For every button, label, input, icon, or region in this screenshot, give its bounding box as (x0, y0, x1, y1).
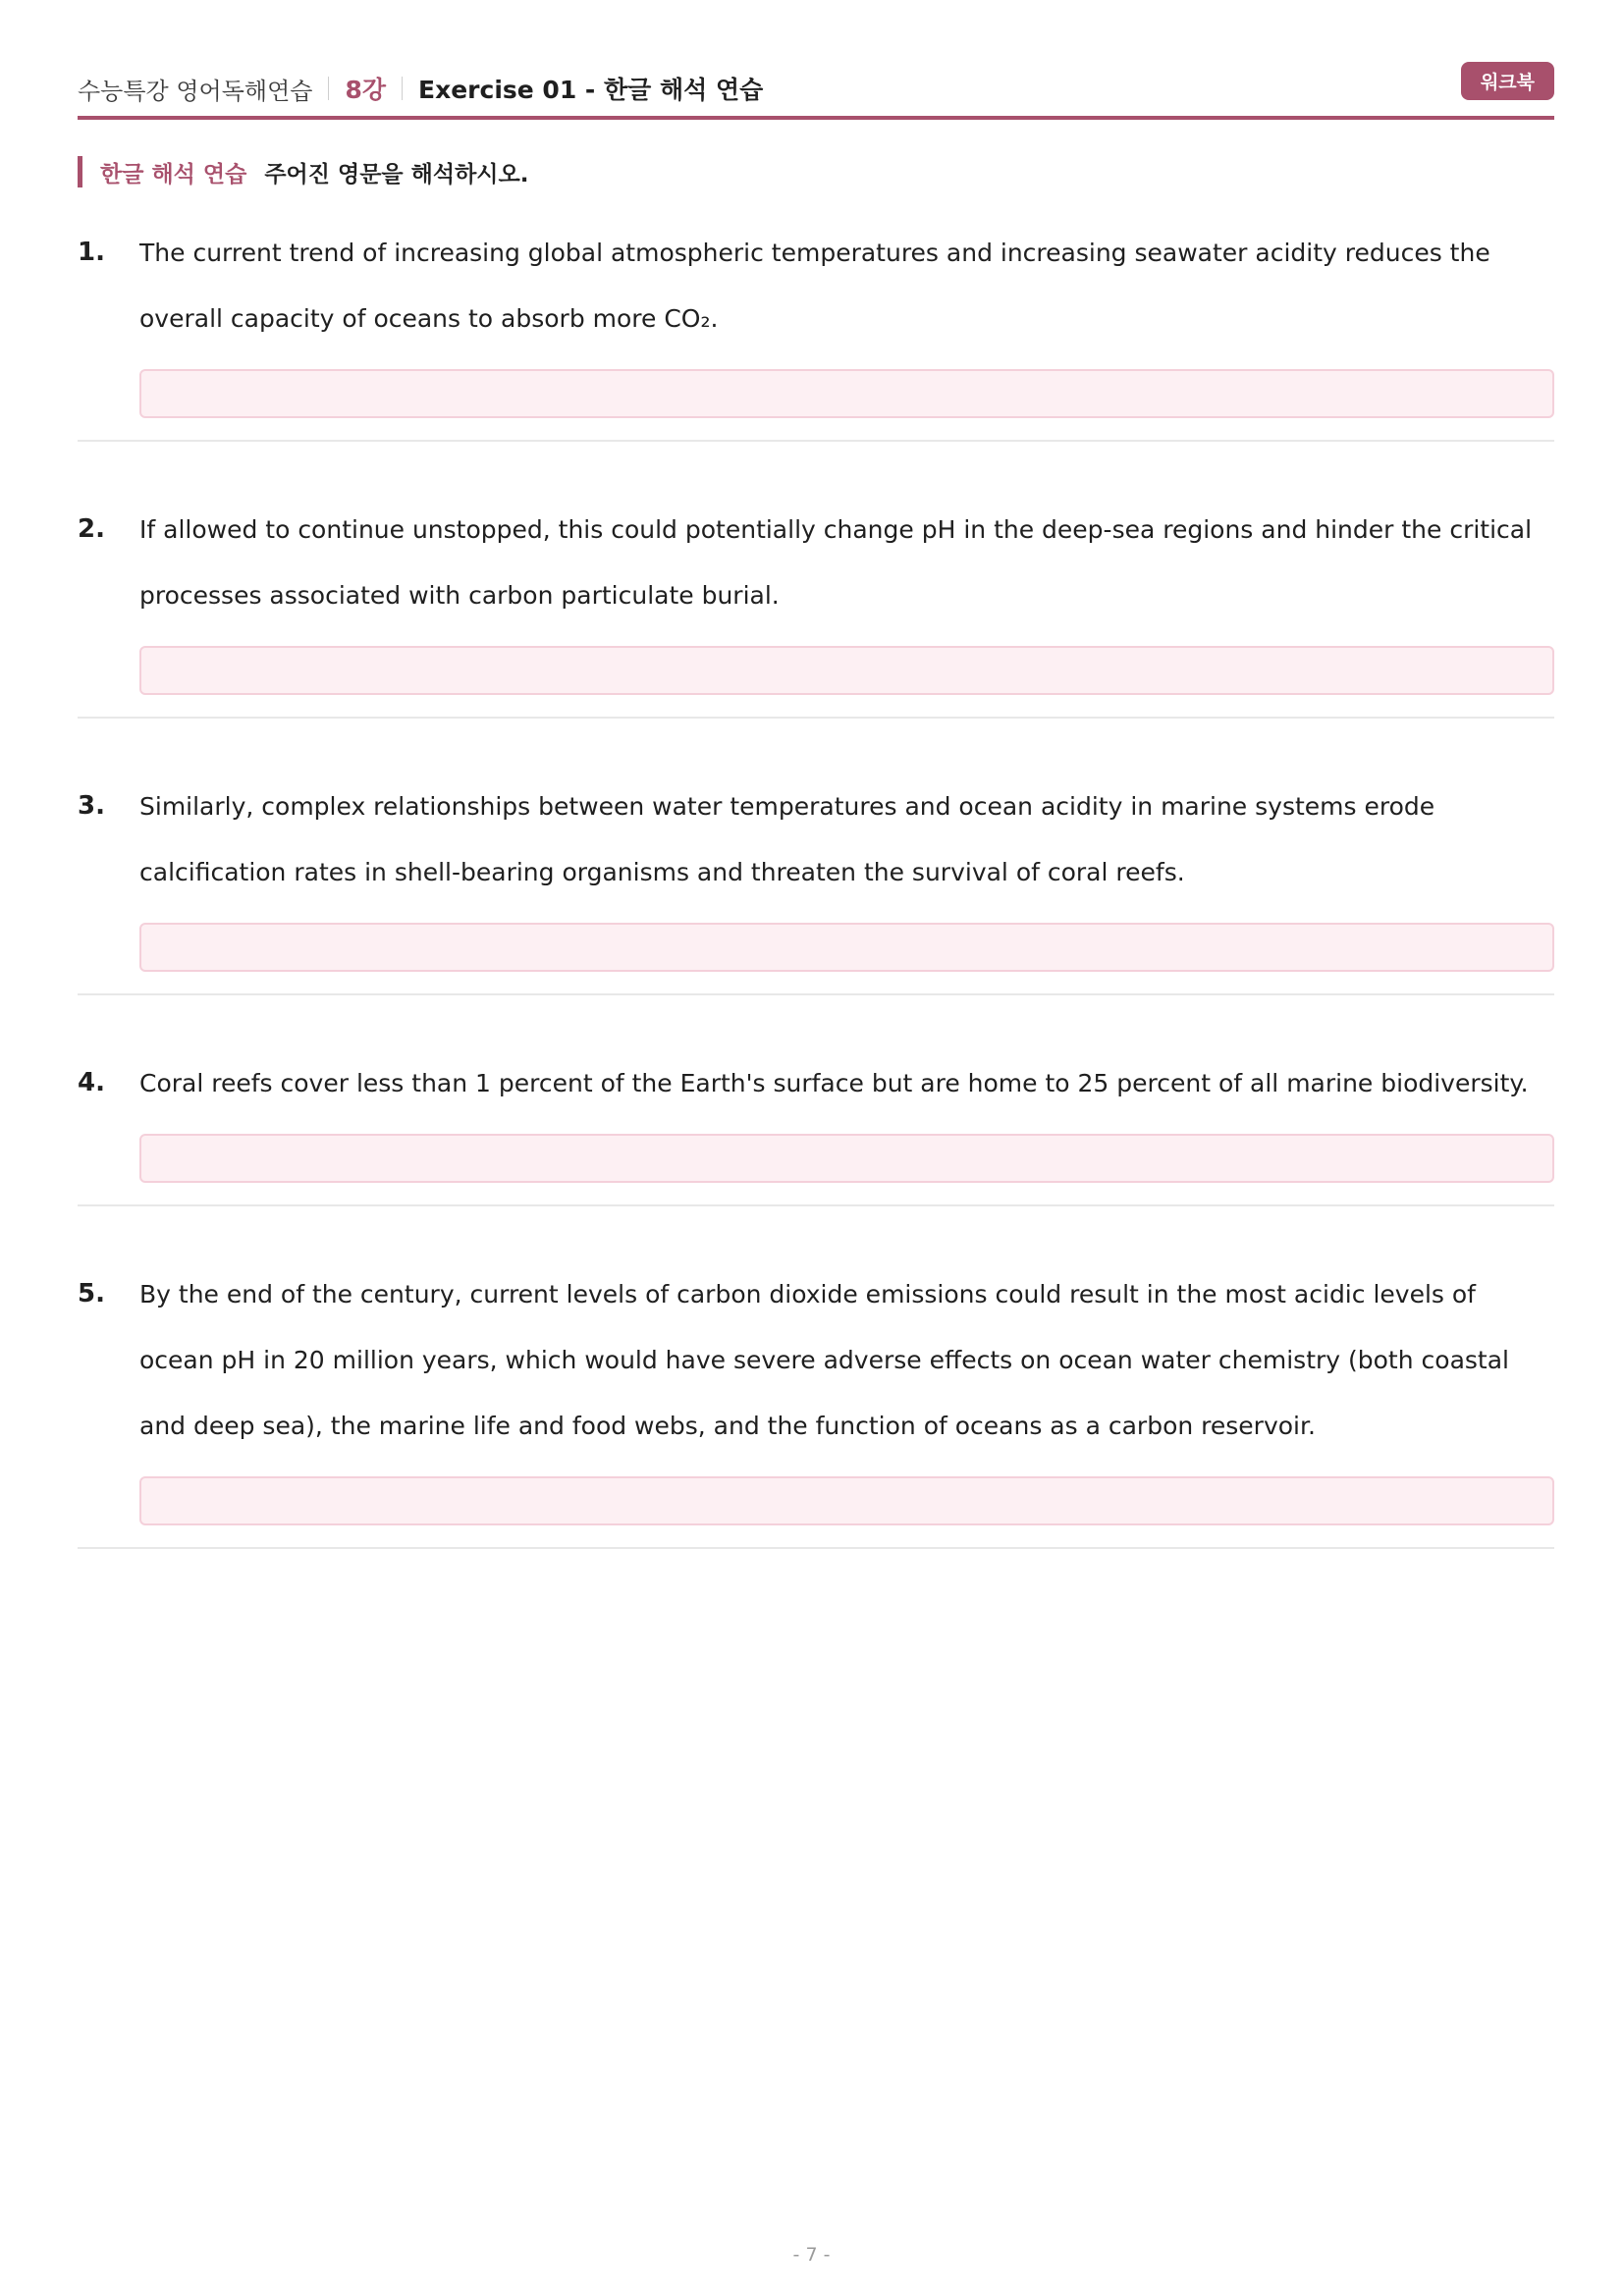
answer-box[interactable] (139, 1476, 1554, 1525)
answer-box[interactable] (139, 646, 1554, 695)
answer-box[interactable] (139, 1134, 1554, 1183)
question-list (78, 208, 1554, 1549)
header-divider (328, 77, 329, 100)
question-item (78, 485, 1554, 719)
page-header (78, 61, 1554, 116)
question-text: If allowed to continue unstopped, this could potentially change pH in the deep-sea regions and hinder the critical processes associated with carbon particulate burial. (139, 515, 1533, 610)
question-item (78, 762, 1554, 995)
answer-box[interactable] (139, 923, 1554, 972)
question-number: 4. (78, 1068, 105, 1097)
question-item (78, 1250, 1554, 1549)
answer-box[interactable] (139, 369, 1554, 418)
instruction (78, 155, 528, 188)
page-number: - 7 - (792, 2244, 831, 2266)
question-number: 1. (78, 238, 105, 267)
question-item (78, 208, 1554, 442)
question-text: By the end of the century, current levels of carbon dioxide emissions could result in the most acidic levels of ocean pH in 20 million years, which would have severe adverse effects on ocean water chemistry (both coastal and deep sea), the marine life and food webs, and the function of oceans as a carbon reservoir. (139, 1280, 1509, 1440)
instruction-text: 주어진 영문을 해석하시오. (264, 161, 529, 187)
header-rule (78, 116, 1554, 120)
header-divider (402, 77, 403, 100)
question-number: 2. (78, 514, 105, 544)
question-text: Similarly, complex relationships between water temperatures and ocean acidity in marine systems erode calcification rates in shell-bearing organisms and threaten the survival of coral reefs. (139, 792, 1435, 886)
instruction-accent-bar (78, 156, 82, 187)
question-text: Coral reefs cover less than 1 percent of the Earth's surface but are home to 25 percent of all marine biodiversity. (139, 1069, 1529, 1097)
question-item (78, 1039, 1554, 1206)
instruction-title: 한글 해석 연습 (100, 161, 247, 187)
question-number: 3. (78, 791, 105, 821)
series-title: 수능특강 영어독해연습 (78, 77, 313, 105)
lesson-label: 8강 (345, 76, 387, 104)
exercise-title: Exercise 01 - 한글 해석 연습 (418, 76, 764, 104)
question-number: 5. (78, 1279, 105, 1308)
question-text: The current trend of increasing global atmospheric temperatures and increasing seawater acidity reduces the overall capacity of oceans to absorb more CO₂. (139, 239, 1490, 333)
workbook-badge: 워크북 (1461, 62, 1554, 100)
